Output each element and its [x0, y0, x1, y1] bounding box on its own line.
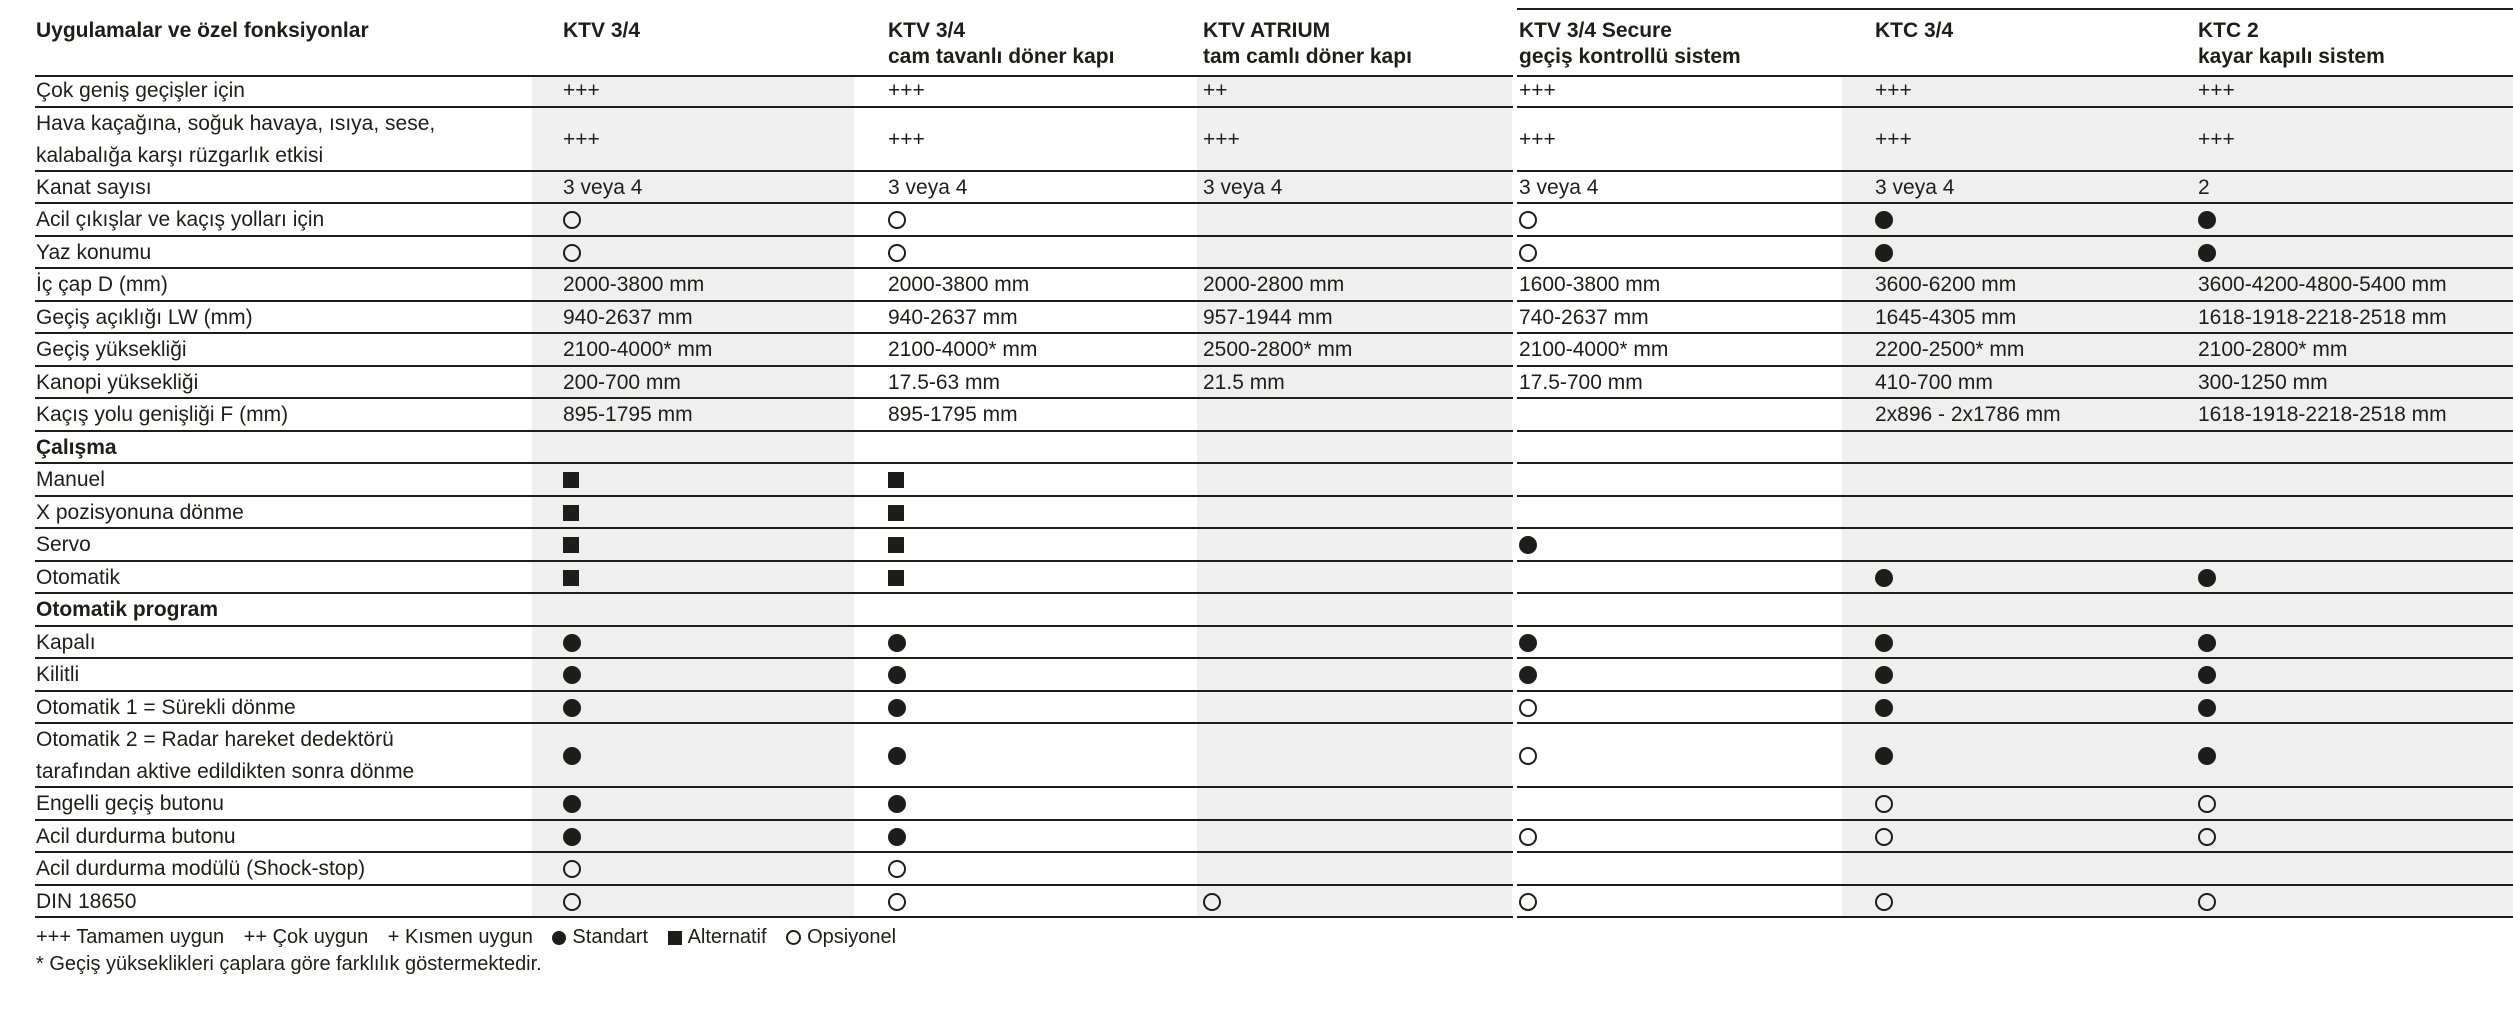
table-cell-mark: [1875, 204, 1893, 237]
table-cell-mark: [888, 529, 904, 562]
table-cell-mark: [2198, 788, 2216, 821]
footnote: * Geçiş yükseklikleri çaplara göre farklılık göstermektedir.: [36, 953, 542, 975]
column-header-name: KTV 3/4 Secure: [1519, 19, 1672, 42]
column-header-3: [1203, 18, 1412, 70]
table-cell-mark: [563, 497, 579, 530]
table-cell: +++: [563, 79, 600, 102]
table-cell: 2000-3800 mm: [888, 273, 1030, 296]
filled-circle-icon: [1875, 244, 1893, 262]
row-label: Geçiş açıklığı LW (mm): [36, 305, 253, 329]
filled-circle-icon: [888, 634, 906, 652]
table-cell-mark: [1875, 692, 1893, 725]
table-cell: 17.5-700 mm: [1519, 370, 1643, 394]
filled-circle-icon: [1875, 747, 1893, 765]
table-row: [0, 269, 2513, 302]
table-cell: +++: [888, 127, 925, 151]
table-cell-mark: [888, 464, 904, 497]
filled-circle-icon: [1519, 634, 1537, 652]
open-circle-icon: [1519, 893, 1537, 911]
filled-circle-icon: [1875, 699, 1893, 717]
filled-circle-icon: [2198, 699, 2216, 717]
table-row: [0, 886, 2513, 919]
table-cell: 3600-4200-4800-5400 mm: [2198, 273, 2447, 296]
filled-square-icon: [888, 570, 904, 586]
table-cell: 895-1795 mm: [888, 403, 1018, 426]
table-row: [0, 172, 2513, 205]
filled-circle-icon: [2198, 747, 2216, 765]
table-cell: 1645-4305 mm: [1875, 305, 2017, 329]
table-cell-mark: [2198, 204, 2216, 237]
table-cell-mark: [888, 659, 906, 692]
table-cell-mark: [2198, 659, 2216, 692]
table-cell-mark: [1519, 821, 1537, 854]
table-cell-mark: [2198, 886, 2216, 919]
table-cell: +++: [563, 127, 600, 151]
table-row: [0, 237, 2513, 270]
column-header-subtitle: kayar kapılı sistem: [2198, 45, 2385, 68]
open-circle-icon: [2198, 893, 2216, 911]
filled-circle-icon: [1875, 666, 1893, 684]
filled-circle-icon: [1519, 536, 1537, 554]
table-cell: 2100-4000* mm: [563, 338, 713, 361]
filled-circle-icon: [2198, 244, 2216, 262]
column-header-subtitle: tam camlı döner kapı: [1203, 45, 1412, 68]
table-cell: 2100-4000* mm: [888, 338, 1038, 361]
filled-circle-icon: [888, 795, 906, 813]
filled-square-icon: [888, 472, 904, 488]
table-cell-mark: [1203, 886, 1221, 919]
filled-circle-icon: [1519, 666, 1537, 684]
filled-circle-icon: [563, 699, 581, 717]
column-header-name: KTC 2: [2198, 19, 2259, 42]
row-label: Geçiş yüksekliği: [36, 338, 187, 361]
table-cell-mark: [563, 788, 581, 821]
filled-circle-icon: [1875, 211, 1893, 229]
legend-very: ++ Çok uygun: [243, 926, 369, 948]
table-cell-mark: [1875, 562, 1893, 595]
table-cell-mark: [888, 886, 906, 919]
table-cell-mark: [563, 821, 581, 854]
table-cell-mark: [888, 821, 906, 854]
table-cell-mark: [2198, 821, 2216, 854]
table-cell: +++: [1519, 127, 1556, 151]
table-row: [0, 821, 2513, 854]
table-cell-mark: [2198, 724, 2216, 788]
row-divider: [1517, 916, 2513, 918]
column-header-name: KTV 3/4: [888, 19, 966, 42]
open-circle-icon: [1875, 795, 1893, 813]
column-header-6: [2198, 18, 2385, 70]
row-label: Acil çıkışlar ve kaçış yolları için: [36, 208, 325, 231]
row-label: Acil durdurma modülü (Shock-stop): [36, 857, 366, 880]
table-row: [0, 788, 2513, 821]
section-row: [0, 432, 2513, 465]
filled-circle-icon: [888, 699, 906, 717]
table-cell: 940-2637 mm: [563, 305, 693, 329]
table-row: [0, 75, 2513, 108]
table-cell-mark: [563, 204, 581, 237]
table-cell-mark: [1519, 529, 1537, 562]
row-label: Kapalı: [36, 630, 96, 654]
table-row: [0, 204, 2513, 237]
open-circle-icon: [1519, 211, 1537, 229]
open-circle-icon: [563, 860, 581, 878]
row-label: Kilitli: [36, 663, 80, 686]
open-circle-icon: [1519, 747, 1537, 765]
filled-square-icon: [563, 570, 579, 586]
table-cell: 3 veya 4: [1875, 175, 1955, 199]
table-cell-mark: [888, 788, 906, 821]
table-cell: 2100-2800* mm: [2198, 338, 2348, 361]
table-cell-mark: [2198, 237, 2216, 270]
table-cell-mark: [563, 692, 581, 725]
table-cell: 895-1795 mm: [563, 403, 693, 426]
row-label: İç çap D (mm): [36, 273, 168, 296]
filled-circle-icon: [1875, 634, 1893, 652]
table-row: [0, 853, 2513, 886]
filled-square-icon: [668, 931, 682, 945]
table-row: [0, 724, 2513, 788]
table-cell-mark: [888, 562, 904, 595]
table-cell: 957-1944 mm: [1203, 305, 1333, 329]
filled-circle-icon: [1875, 569, 1893, 587]
open-circle-icon: [888, 860, 906, 878]
table-cell-mark: [563, 627, 581, 660]
section-title: Otomatik program: [36, 598, 219, 621]
table-cell-mark: [1875, 788, 1893, 821]
table-cell-mark: [1875, 659, 1893, 692]
table-cell: 3600-6200 mm: [1875, 273, 2017, 296]
table-row: [0, 529, 2513, 562]
row-label: Otomatik: [36, 565, 121, 589]
open-circle-icon: [1203, 893, 1221, 911]
filled-circle-icon: [563, 795, 581, 813]
table-cell-mark: [1519, 237, 1537, 270]
open-circle-icon: [1875, 893, 1893, 911]
table-row: [0, 464, 2513, 497]
row-label: Kaçış yolu genişliği F (mm): [36, 403, 289, 426]
table-row: [0, 497, 2513, 530]
filled-circle-icon: [563, 747, 581, 765]
table-cell-mark: [888, 627, 906, 660]
row-label: Yaz konumu: [36, 240, 152, 264]
table-cell: 2x896 - 2x1786 mm: [1875, 403, 2061, 426]
table-cell-mark: [2198, 627, 2216, 660]
row-label: Kanat sayısı: [36, 175, 152, 199]
filled-circle-icon: [2198, 211, 2216, 229]
row-label: Hava kaçağına, soğuk havaya, ısıya, sese, kalabalığa karşı rüzgarlık etkisi: [36, 111, 436, 167]
table-cell-mark: [1875, 724, 1893, 788]
table-cell: 2000-3800 mm: [563, 273, 705, 296]
header-top-rule: [1517, 8, 2513, 10]
open-circle-icon: [563, 893, 581, 911]
filled-circle-icon: [563, 666, 581, 684]
open-circle-icon: [888, 211, 906, 229]
row-label: Manuel: [36, 468, 105, 491]
section-title: Çalışma: [36, 435, 117, 459]
table-cell: +++: [888, 79, 925, 102]
row-label: Otomatik 1 = Sürekli dönme: [36, 695, 296, 719]
table-cell: 3 veya 4: [1519, 175, 1599, 199]
table-row: [0, 302, 2513, 335]
row-label: Çok geniş geçişler için: [36, 79, 245, 102]
open-circle-icon: [563, 244, 581, 262]
column-header-5: [1875, 18, 1953, 44]
table-cell-mark: [1519, 659, 1537, 692]
filled-circle-icon: [888, 828, 906, 846]
table-cell-mark: [563, 886, 581, 919]
open-circle-icon: [888, 893, 906, 911]
legend-standard: Standart: [552, 926, 648, 948]
open-circle-icon: [563, 211, 581, 229]
row-label: Servo: [36, 533, 91, 556]
table-cell: 1618-1918-2218-2518 mm: [2198, 305, 2447, 329]
filled-circle-icon: [2198, 569, 2216, 587]
filled-circle-icon: [888, 666, 906, 684]
filled-square-icon: [888, 537, 904, 553]
row-label: Otomatik 2 = Radar hareket dedektörü tarafından aktive edildikten sonra dönme: [36, 728, 415, 783]
table-cell-mark: [1519, 204, 1537, 237]
section-row: [0, 594, 2513, 627]
table-row: [0, 627, 2513, 660]
table-cell-mark: [1519, 692, 1537, 725]
column-header-1: [563, 18, 640, 44]
table-cell-mark: [1875, 886, 1893, 919]
table-cell-mark: [888, 724, 906, 788]
table-cell: +++: [2198, 79, 2235, 102]
table-row: [0, 334, 2513, 367]
open-circle-icon: [1519, 828, 1537, 846]
table-header: [0, 0, 2513, 75]
filled-square-icon: [563, 472, 579, 488]
table-cell: 2100-4000* mm: [1519, 338, 1669, 361]
table-cell-mark: [1519, 724, 1537, 788]
row-divider: [35, 916, 1513, 918]
table-cell-mark: [563, 853, 581, 886]
filled-circle-icon: [552, 931, 566, 945]
open-circle-icon: [888, 244, 906, 262]
table-cell: 740-2637 mm: [1519, 305, 1649, 329]
table-cell-mark: [888, 237, 906, 270]
filled-square-icon: [563, 505, 579, 521]
filled-square-icon: [888, 505, 904, 521]
column-header-name: KTV 3/4: [563, 19, 641, 42]
legend-full: +++ Tamamen uygun: [36, 926, 225, 948]
table-cell-mark: [563, 237, 581, 270]
row-label: Engelli geçiş butonu: [36, 792, 224, 815]
table-cell: +++: [1875, 127, 1912, 151]
table-row: [0, 692, 2513, 725]
table-cell: 17.5-63 mm: [888, 370, 1001, 394]
legend-optional: Opsiyonel: [786, 926, 896, 948]
filled-circle-icon: [888, 747, 906, 765]
filled-circle-icon: [563, 634, 581, 652]
table-cell: 2200-2500* mm: [1875, 338, 2025, 361]
column-header-subtitle: cam tavanlı döner kapı: [888, 45, 1115, 68]
table-cell-mark: [1875, 237, 1893, 270]
table-cell: +++: [2198, 127, 2235, 151]
legend-alternative: Alternatif: [668, 926, 767, 948]
table-cell-mark: [563, 659, 581, 692]
table-cell: 3 veya 4: [563, 175, 643, 199]
legend: [36, 924, 910, 950]
table-cell: 2500-2800* mm: [1203, 338, 1353, 361]
row-label: Acil durdurma butonu: [36, 824, 236, 848]
table-row: [0, 108, 2513, 172]
table-cell-mark: [888, 497, 904, 530]
table-cell-mark: [563, 724, 581, 788]
table-cell-mark: [2198, 692, 2216, 725]
table-cell: 3 veya 4: [888, 175, 968, 199]
table-cell: 2: [2198, 175, 2210, 199]
open-circle-icon: [1519, 699, 1537, 717]
table-cell: 1600-3800 mm: [1519, 273, 1661, 296]
row-label: X pozisyonuna dönme: [36, 500, 244, 524]
table-cell: +++: [1203, 127, 1240, 151]
open-circle-icon: [786, 930, 801, 945]
table-row: [0, 399, 2513, 432]
filled-circle-icon: [563, 828, 581, 846]
table-cell-mark: [1875, 821, 1893, 854]
table-cell-mark: [563, 562, 579, 595]
table-cell: 21.5 mm: [1203, 370, 1285, 394]
open-circle-icon: [1519, 244, 1537, 262]
table-cell: +++: [1519, 79, 1556, 102]
filled-circle-icon: [2198, 666, 2216, 684]
table-cell-mark: [888, 853, 906, 886]
table-cell-mark: [1519, 886, 1537, 919]
table-cell-mark: [563, 529, 579, 562]
table-cell: 940-2637 mm: [888, 305, 1018, 329]
open-circle-icon: [2198, 828, 2216, 846]
table-row: [0, 367, 2513, 400]
legend-partial: + Kısmen uygun: [387, 926, 533, 948]
column-header-name: KTC 3/4: [1875, 19, 1954, 42]
table-cell-mark: [563, 464, 579, 497]
table-row: [0, 659, 2513, 692]
table-cell-mark: [1875, 627, 1893, 660]
table-cell-mark: [888, 692, 906, 725]
table-cell: 410-700 mm: [1875, 370, 1993, 394]
table-cell: 3 veya 4: [1203, 175, 1283, 199]
table-cell: ++: [1203, 79, 1228, 102]
column-header-4: [1519, 18, 1741, 70]
row-label: DIN 18650: [36, 889, 137, 913]
table-cell-mark: [1519, 627, 1537, 660]
table-cell-mark: [888, 204, 906, 237]
table-row: [0, 562, 2513, 595]
table-cell: +++: [1875, 79, 1912, 102]
table-cell-mark: [2198, 562, 2216, 595]
table-cell: 2000-2800 mm: [1203, 273, 1345, 296]
filled-square-icon: [563, 537, 579, 553]
header-title: Uygulamalar ve özel fonksiyonlar: [36, 19, 369, 42]
table-cell: 1618-1918-2218-2518 mm: [2198, 403, 2447, 426]
open-circle-icon: [2198, 795, 2216, 813]
filled-circle-icon: [2198, 634, 2216, 652]
column-header-2: [888, 18, 1114, 70]
open-circle-icon: [1875, 828, 1893, 846]
row-label: Kanopi yüksekliği: [36, 370, 199, 394]
column-header-name: KTV ATRIUM: [1203, 19, 1331, 42]
column-header-subtitle: geçiş kontrollü sistem: [1519, 45, 1741, 68]
table-cell: 300-1250 mm: [2198, 370, 2328, 394]
table-cell: 200-700 mm: [563, 370, 681, 394]
